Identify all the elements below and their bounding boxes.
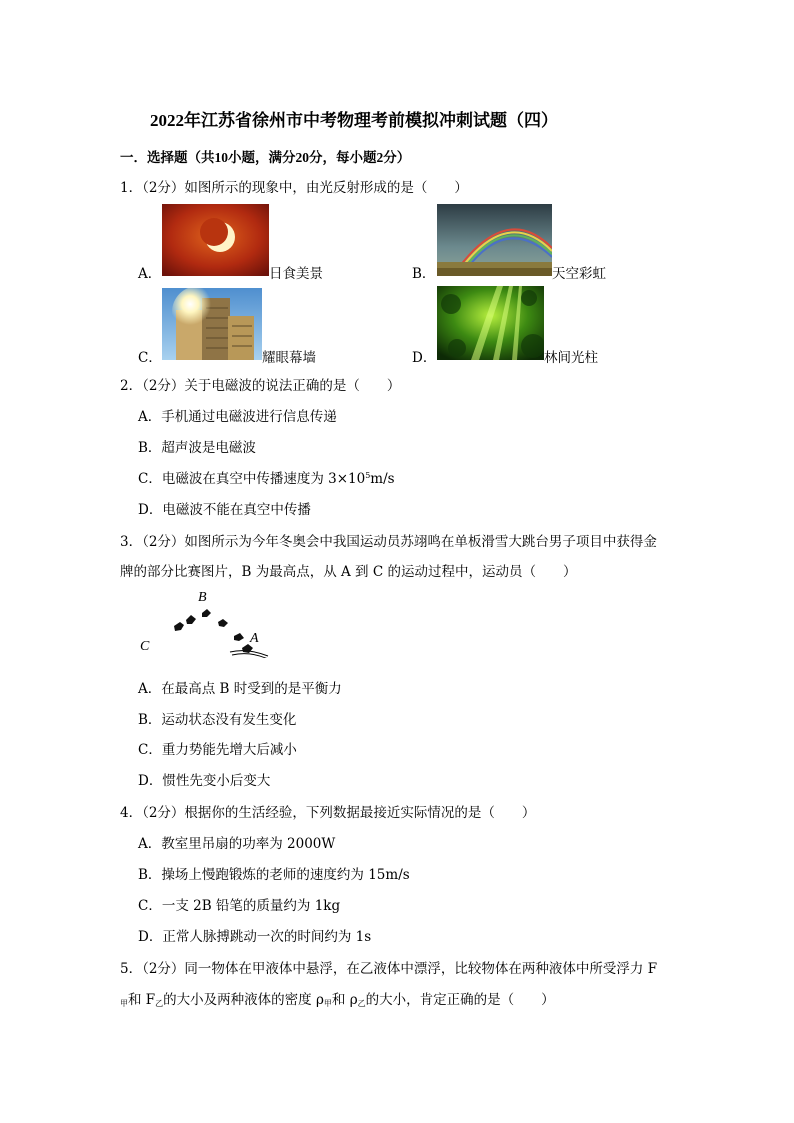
snowboard-jump-figure — [136, 586, 272, 658]
figure-label-b: B — [198, 590, 207, 605]
q1-option-a-letter[interactable]: A． — [138, 266, 162, 282]
q1-option-b-letter[interactable]: B． — [412, 266, 436, 282]
q1-option-c-letter[interactable]: C． — [138, 350, 162, 366]
q3-option-b[interactable]: B．运动状态没有发生变化 — [138, 712, 297, 728]
q2-option-c[interactable]: C．电磁波在真空中传播速度为 $3\times 10^5m/s$ — [138, 471, 395, 487]
question-1-stem: 1．（2分）如图所示的现象中，由光反射形成的是（ ） — [120, 180, 468, 196]
question-5-stem-line2: $_甲$和 $F_乙$的大小及两种液体的密度 $\rho_甲$和 $\rho_乙$的大小，肯定正确的是（ ） — [120, 992, 555, 1008]
question-3-stem-line1: 3．（2分）如图所示为今年冬奥会中我国运动员苏翊鸣在单板滑雪大跳台男子项目中获得金 — [120, 534, 657, 550]
q2-option-a[interactable]: A．手机通过电磁波进行信息传递 — [138, 409, 337, 425]
question-3-stem-line2: 牌的部分比赛图片，B 为最高点，从 A 到 C 的运动过程中，运动员（ ） — [120, 564, 577, 580]
solar-eclipse-photo — [162, 204, 269, 276]
q2-option-d[interactable]: D．电磁波不能在真空中传播 — [138, 502, 311, 518]
q1-option-d-letter[interactable]: D． — [412, 350, 437, 366]
q4-option-d[interactable]: D．正常人脉搏跳动一次的时间约为 1s — [138, 929, 372, 945]
q4-option-c[interactable]: C．一支 2B 铅笔的质量约为 1kg — [138, 898, 341, 914]
q1-option-b-caption: 天空彩虹 — [552, 266, 606, 282]
q4-option-a[interactable]: A．教室里吊扇的功率为 2000W — [138, 836, 336, 852]
forest-light-beams-photo — [437, 286, 544, 360]
figure-label-a: A — [250, 631, 259, 646]
q2-option-b[interactable]: B．超声波是电磁波 — [138, 440, 256, 456]
rainbow-photo — [437, 204, 552, 276]
q1-option-a-caption: 日食美景 — [269, 266, 323, 282]
question-4-stem: 4．（2分）根据你的生活经验，下列数据最接近实际情况的是（ ） — [120, 805, 536, 821]
q4-option-b[interactable]: B．操场上慢跑锻炼的老师的速度约为 15m/s — [138, 867, 410, 883]
q1-option-c-caption: 耀眼幕墙 — [262, 350, 316, 366]
glass-curtain-wall-photo — [162, 288, 262, 360]
q3-option-d[interactable]: D．惯性先变小后变大 — [138, 773, 271, 789]
page-title: 2022年江苏省徐州市中考物理考前模拟冲刺试题（四） — [150, 111, 558, 130]
q3-option-a[interactable]: A．在最高点 B 时受到的是平衡力 — [138, 681, 342, 697]
section-heading: 一．选择题（共10小题，满分20分，每小题2分） — [120, 150, 411, 165]
figure-label-c: C — [140, 639, 150, 654]
q1-option-d-caption: 林间光柱 — [544, 350, 598, 366]
question-5-stem-line1: 5．（2分）同一物体在甲液体中悬浮，在乙液体中漂浮，比较物体在两种液体中所受浮力 F — [120, 961, 658, 977]
q3-option-c[interactable]: C．重力势能先增大后减小 — [138, 742, 297, 758]
question-2-stem: 2．（2分）关于电磁波的说法正确的是（ ） — [120, 378, 401, 394]
